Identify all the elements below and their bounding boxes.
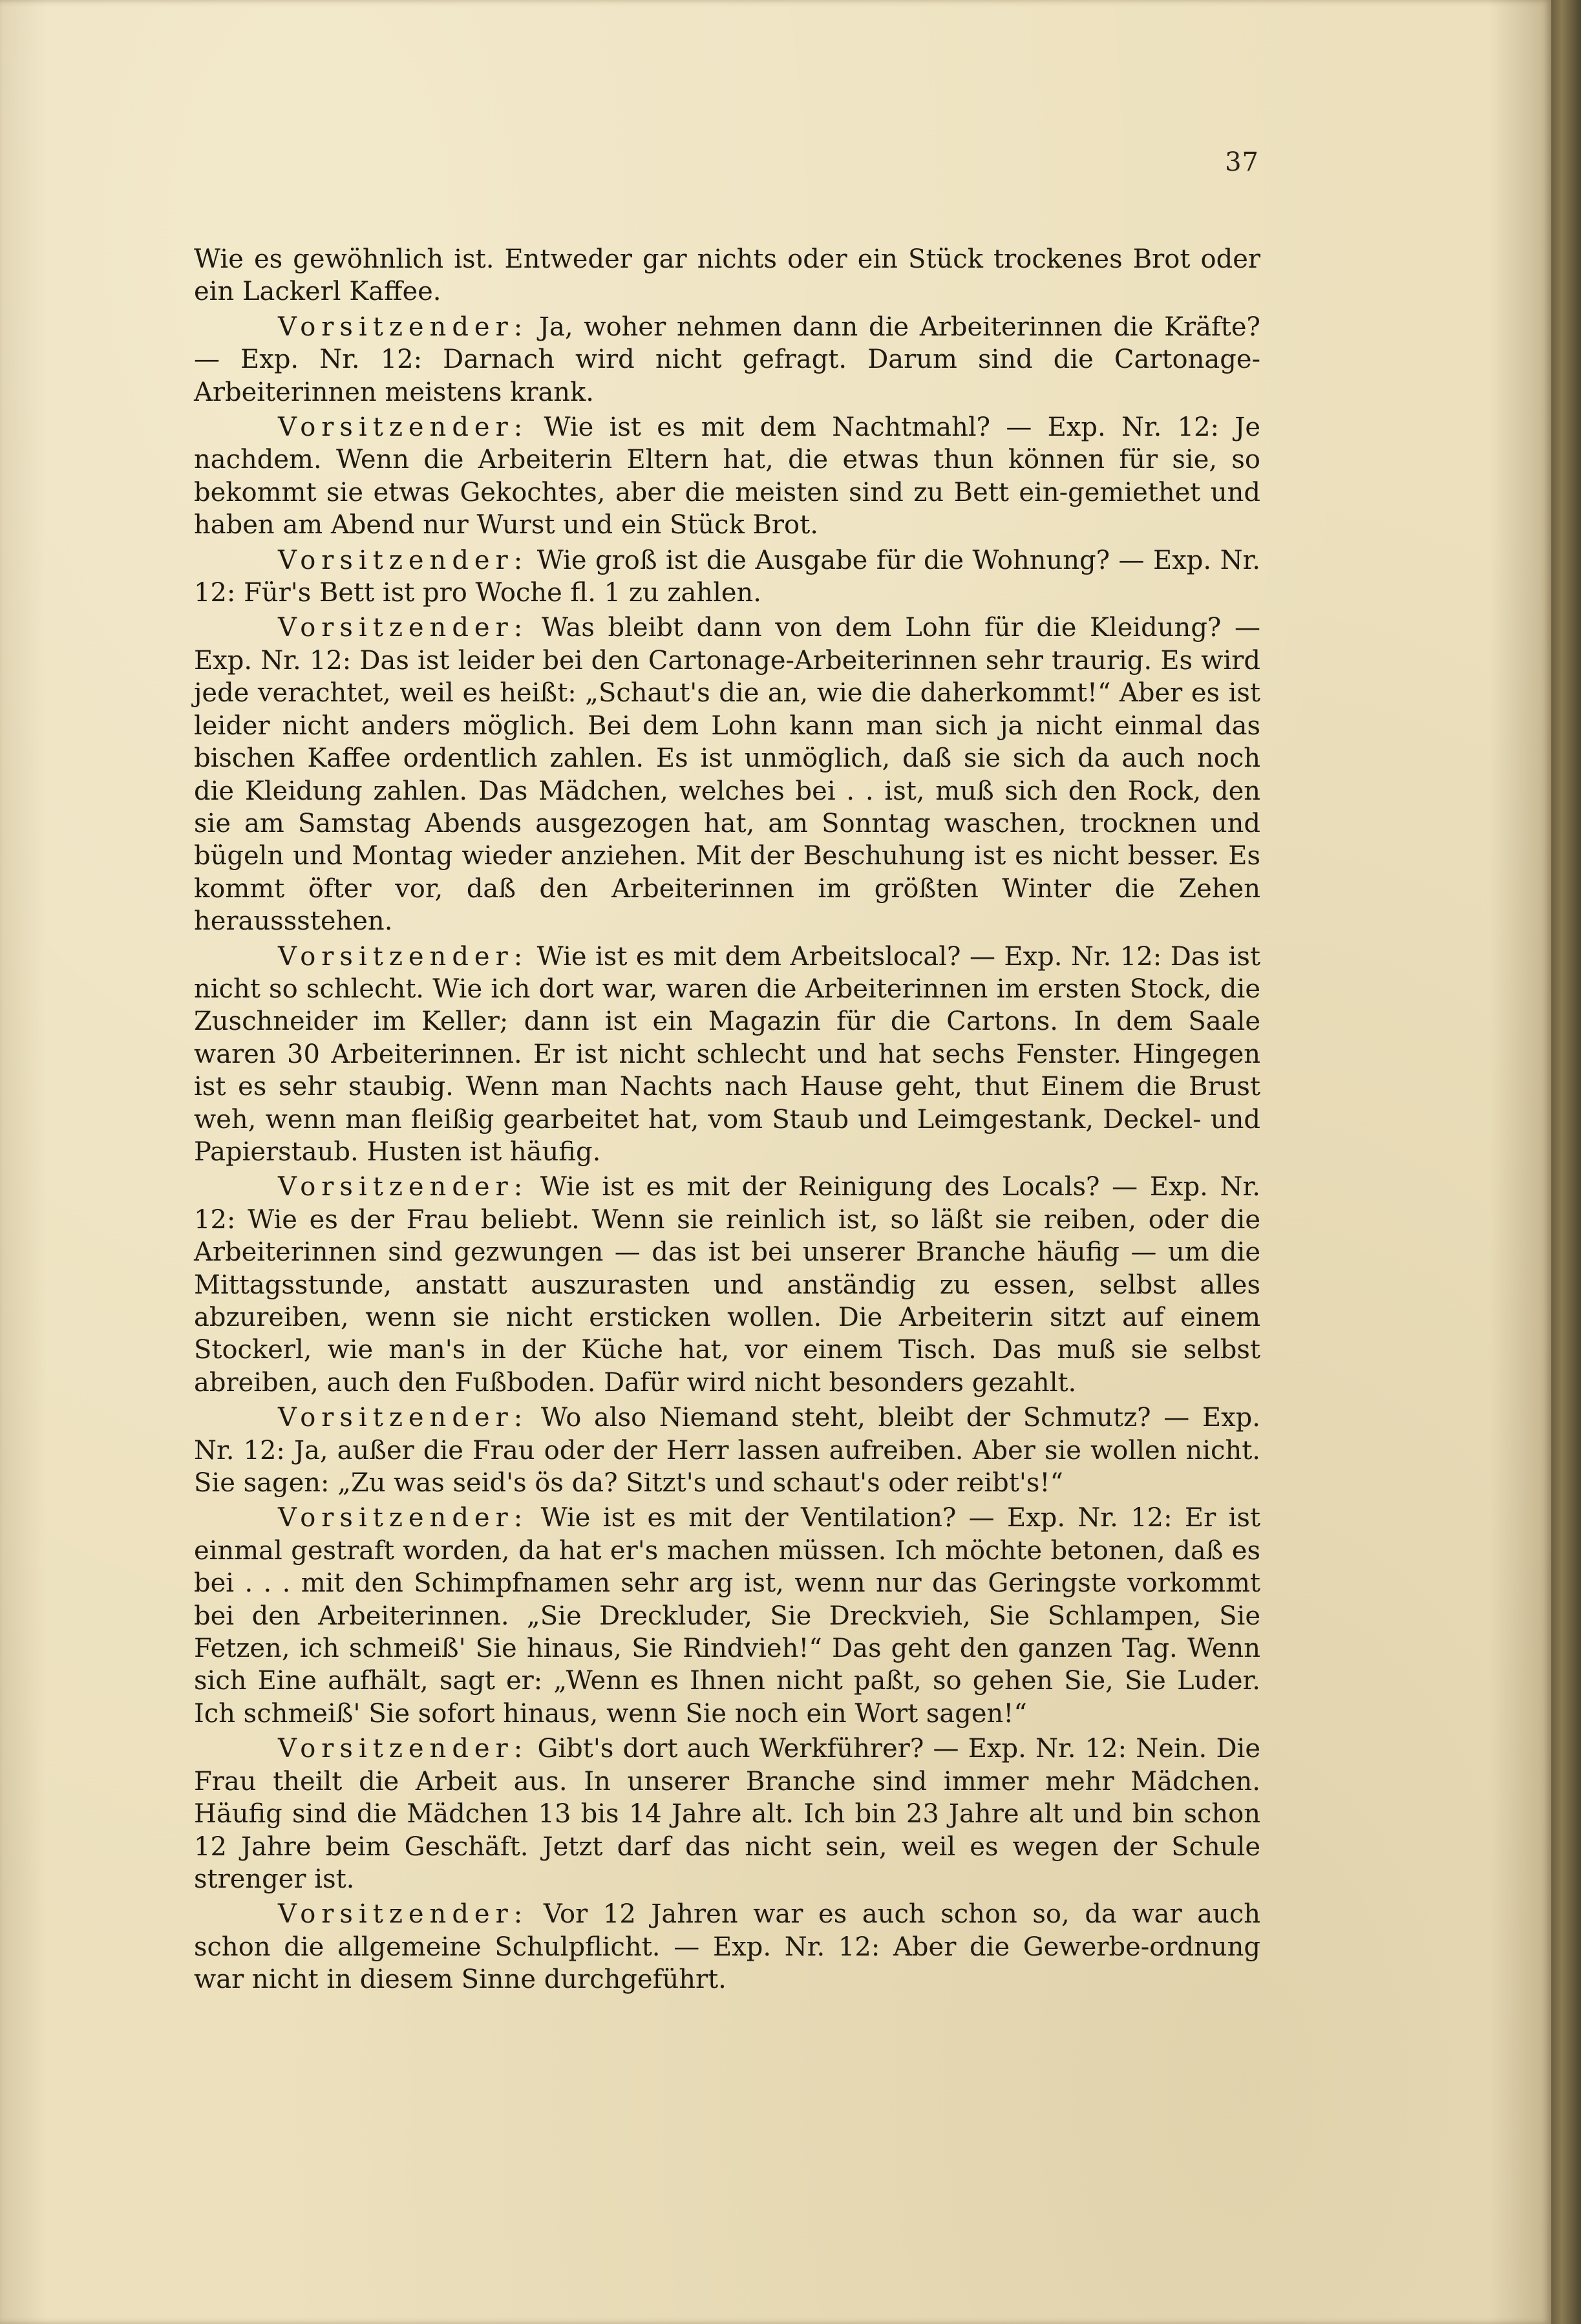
paragraph — [194, 1171, 1260, 1399]
paragraph — [194, 544, 1260, 610]
paragraph — [194, 1502, 1260, 1730]
book-page-edge — [1551, 0, 1581, 2324]
speaker-label: Vorsitzender: — [278, 1503, 529, 1533]
paragraph-text: Wie ist es mit dem Nachtmahl? — Exp. Nr. 12: Je nachdem. Wenn die Arbeiterin Eltern hat, die etwas thun können für sie, so bekommt sie etwas Gekochtes, aber die meisten sind zu Bett ein-gemiethet und haben am Abend nur Wurst und ein Stück Brot. — [194, 412, 1260, 540]
paragraph — [194, 243, 1260, 308]
paragraph-text: Wo also Niemand steht, bleibt der Schmutz? — Exp. Nr. 12: Ja, außer die Frau oder der Herr lassen aufreiben. Aber sie wollen nicht. Sie sagen: „Zu was seid's ös da? Sitzt's und schaut's oder reibt's!“ — [194, 1403, 1260, 1498]
paragraph — [194, 941, 1260, 1169]
body-text — [194, 243, 1260, 1999]
paragraph — [194, 311, 1260, 409]
speaker-label: Vorsitzender: — [278, 613, 529, 643]
paragraph-text: Vor 12 Jahren war es auch schon so, da war auch schon die allgemeine Schulpflicht. — Exp. Nr. 12: Aber die Gewerbe-ordnung war nicht in diesem Sinne durchgeführt. — [194, 1899, 1260, 1995]
speaker-label: Vorsitzender: — [278, 1403, 529, 1433]
paragraph — [194, 612, 1260, 937]
page-number: 37 — [1225, 147, 1259, 177]
paragraph — [194, 411, 1260, 542]
speaker-label: Vorsitzender: — [278, 1899, 529, 1930]
paragraph-text: Wie es gewöhnlich ist. Entweder gar nichts oder ein Stück trockenes Brot oder ein Lackerl Kaffee. — [194, 244, 1260, 307]
paragraph — [194, 1898, 1260, 1996]
paragraph-text: Wie ist es mit der Ventilation? — Exp. Nr. 12: Er ist einmal gestraft worden, da hat er's machen müssen. Ich möchte betonen, daß es bei . . . mit den Schimpfnamen sehr arg ist, wenn nur das Geringste vorkommt bei den Arbeiterinnen. „Sie Dreckluder, Sie Dreckvieh, Sie Schlampen, Sie Fetzen, ich schmeiß' Sie hinaus, Sie Rindvieh!“ Das geht den ganzen Tag. Wenn sich Eine aufhält, sagt er: „Wenn es Ihnen nicht paßt, so gehen Sie, Sie Luder. Ich schmeiß' Sie sofort hinaus, wenn Sie noch ein Wort sagen!“ — [194, 1503, 1261, 1729]
paragraph-text: Gibt's dort auch Werkführer? — Exp. Nr. 12: Nein. Die Frau theilt die Arbeit aus. In unserer Branche sind immer mehr Mädchen. Häufig sind die Mädchen 13 bis 14 Jahre alt. Ich bin 23 Jahre alt und bin schon 12 Jahre beim Geschäft. Jetzt darf das nicht sein, weil es wegen der Schule strenger ist. — [194, 1734, 1261, 1894]
speaker-label: Vorsitzender: — [278, 312, 529, 342]
speaker-label: Vorsitzender: — [278, 1734, 529, 1764]
speaker-label: Vorsitzender: — [278, 1172, 529, 1202]
speaker-label: Vorsitzender: — [278, 545, 529, 575]
speaker-label: Vorsitzender: — [278, 412, 529, 443]
paragraph-text: Wie groß ist die Ausgabe für die Wohnung? — Exp. Nr. 12: Für's Bett ist pro Woche fl. 1 zu zahlen. — [194, 545, 1261, 608]
paragraph — [194, 1732, 1260, 1895]
paragraph-text: Wie ist es mit der Reinigung des Locals? — Exp. Nr. 12: Wie es der Frau beliebt. Wenn sie reinlich ist, so läßt sie reiben, oder die Arbeiterinnen sind gezwungen — das ist bei unserer Branche häufig — um die Mittagsstunde, anstatt auszurasten und anständig zu essen, selbst alles abzureiben, wenn sie nicht ersticken wollen. Die Arbeiterin sitzt auf einem Stockerl, wie man's in der Küche hat, vor einem Tisch. Das muß sie selbst abreiben, auch den Fußboden. Dafür wird nicht besonders gezahlt. — [194, 1172, 1261, 1398]
paragraph-text: Wie ist es mit dem Arbeitslocal? — Exp. Nr. 12: Das ist nicht so schlecht. Wie ich dort war, waren die Arbeiterinnen im ersten Stock, die Zuschneider im Keller; dann ist ein Magazin für die Cartons. In dem Saale waren 30 Arbeiterinnen. Er ist nicht schlecht und hat sechs Fenster. Hingegen ist es sehr staubig. Wenn man Nachts nach Hause geht, thut Einem die Brust weh, wenn man fleißig gearbeitet hat, vom Staub und Leimgestank, Deckel- und Papierstaub. Husten ist häufig. — [194, 941, 1260, 1167]
paragraph — [194, 1402, 1260, 1499]
paragraph-text: Was bleibt dann von dem Lohn für die Kleidung? — Exp. Nr. 12: Das ist leider bei den Cartonage-Arbeiterinnen sehr traurig. Es wird jede verachtet, weil es heißt: „Schaut's die an, wie die daherkommt!“ Aber es ist leider nicht anders möglich. Bei dem Lohn kann man sich ja nicht einmal das bischen Kaffee ordentlich zahlen. Es ist unmöglich, daß sie sich da auch noch die Kleidung zahlen. Das Mädchen, welches bei . . ist, muß sich den Rock, den sie am Samstag Abends ausgezogen hat, am Sonntag waschen, trocknen und bügeln und Montag wieder anziehen. Mit der Beschuhung ist es nicht besser. Es kommt öfter vor, daß den Arbeiterinnen im größten Winter die Zehen heraussstehen. — [194, 613, 1260, 937]
speaker-label: Vorsitzender: — [278, 941, 529, 972]
paragraph-text: Ja, woher nehmen dann die Arbeiterinnen die Kräfte? — Exp. Nr. 12: Darnach wird nicht gefragt. Darum sind die Cartonage-Arbeiterinnen meistens krank. — [194, 312, 1260, 407]
